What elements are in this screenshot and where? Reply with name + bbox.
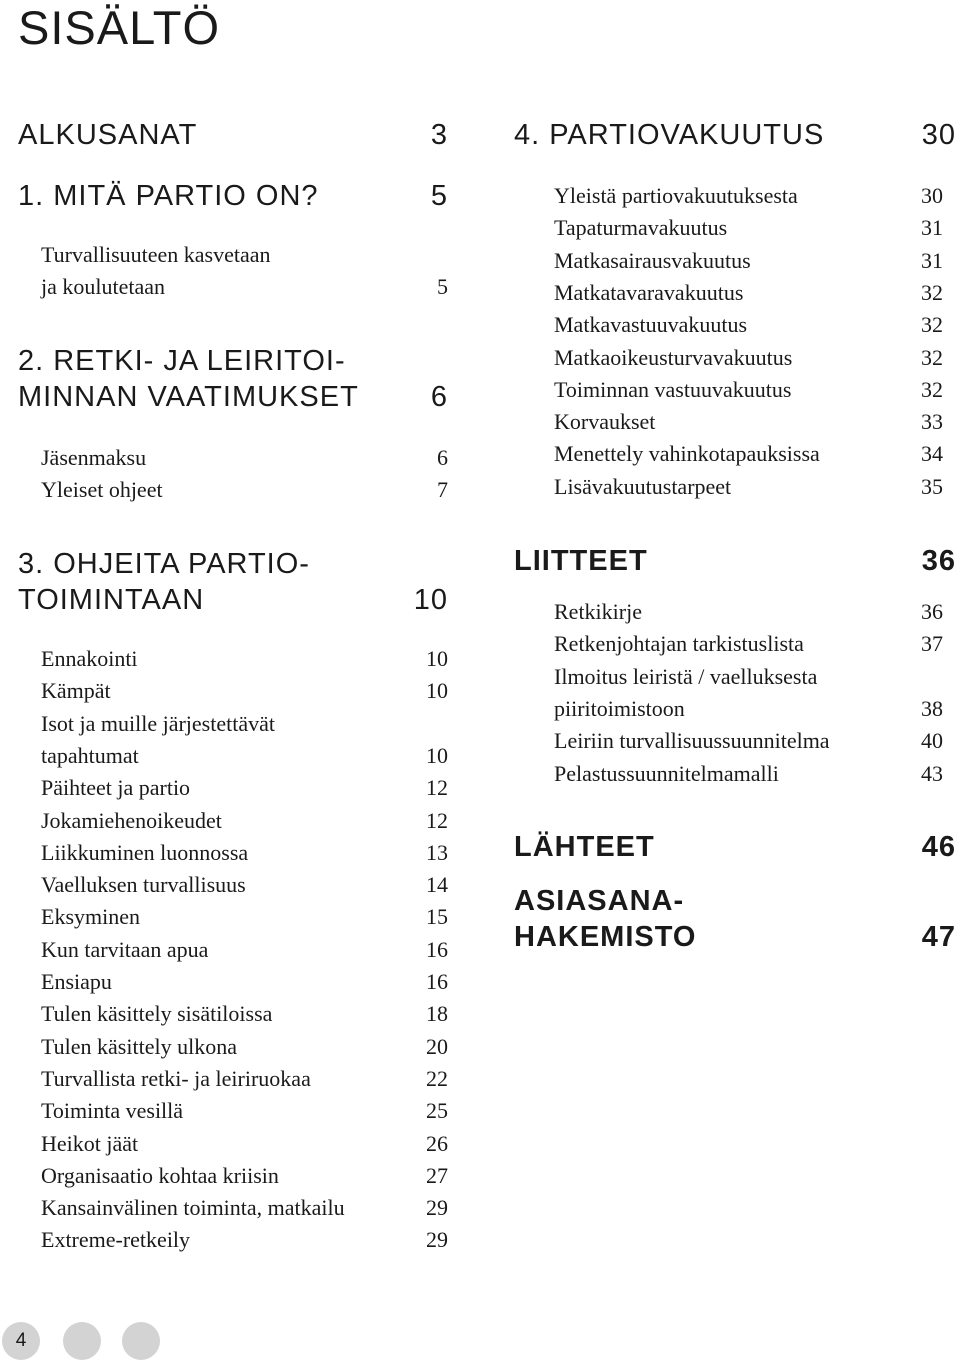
item-page: 12 bbox=[426, 775, 448, 801]
item-page: 32 bbox=[921, 312, 943, 338]
item-title: Matkasairausvakuutus bbox=[554, 247, 751, 273]
item-page: 43 bbox=[921, 760, 943, 786]
toc-item[interactable] bbox=[554, 374, 943, 406]
item-page: 7 bbox=[437, 477, 448, 502]
item-title: Yleistä partiovakuutuksesta bbox=[554, 183, 798, 208]
item-title: Matkaoikeusturvavakuutus bbox=[554, 344, 793, 370]
item-title: Matkavastuuvakuutus bbox=[554, 312, 748, 338]
toc-item[interactable] bbox=[554, 406, 943, 438]
item-page: 29 bbox=[426, 1227, 448, 1253]
item-page: 33 bbox=[921, 409, 943, 435]
toc-section-retki-ja-leiritoiminnan-vaatimukset[interactable] bbox=[18, 343, 448, 415]
section-page: 6 bbox=[430, 381, 448, 413]
item-title: Vaelluksen turvallisuus bbox=[41, 872, 246, 898]
toc-item[interactable] bbox=[41, 239, 448, 304]
toc-item[interactable] bbox=[554, 596, 943, 628]
item-title: Matkatavaravakuutus bbox=[554, 279, 744, 305]
item-title: Ennakointi bbox=[41, 646, 138, 671]
toc-item[interactable] bbox=[554, 309, 943, 341]
item-page: 22 bbox=[426, 1065, 448, 1091]
toc-item[interactable] bbox=[554, 725, 943, 757]
item-title: Kansainvälinen toiminta, matkailu bbox=[41, 1195, 345, 1221]
section-title: 3. OHJEITA PARTIO- TOIMINTAAN bbox=[18, 548, 310, 616]
item-title: Eksyminen bbox=[41, 904, 140, 930]
item-page: 6 bbox=[437, 445, 448, 470]
section-page: 36 bbox=[921, 545, 956, 577]
section-title: ASIASANA- HAKEMISTO bbox=[514, 885, 697, 953]
item-title: Heikot jäät bbox=[41, 1130, 139, 1156]
toc-item[interactable] bbox=[41, 643, 448, 675]
item-title: Kun tarvitaan apua bbox=[41, 936, 209, 962]
toc-item[interactable] bbox=[554, 661, 943, 726]
item-page: 31 bbox=[921, 215, 943, 241]
section-page: 46 bbox=[921, 831, 956, 863]
section-title: 1. MITÄ PARTIO ON? bbox=[18, 180, 319, 212]
toc-item[interactable] bbox=[41, 442, 448, 474]
item-page: 10 bbox=[426, 678, 448, 704]
toc-item[interactable] bbox=[554, 758, 943, 790]
toc-item[interactable] bbox=[41, 1224, 448, 1256]
item-page: 26 bbox=[426, 1130, 448, 1156]
section-page: 10 bbox=[413, 584, 448, 616]
section-page: 30 bbox=[921, 119, 956, 151]
item-title: Turvallista retki- ja leiriruokaa bbox=[41, 1065, 311, 1091]
section-page: 47 bbox=[921, 921, 956, 953]
item-page: 35 bbox=[921, 473, 943, 499]
page-number-badge bbox=[2, 1322, 40, 1360]
toc-section-partiovakuutus[interactable] bbox=[514, 117, 956, 153]
toc-section-mita-partio-on[interactable] bbox=[18, 178, 448, 214]
item-title: Menettely vahinkotapauksissa bbox=[554, 441, 820, 467]
section-title: LIITTEET bbox=[514, 545, 648, 577]
item-title: Päihteet ja partio bbox=[41, 775, 191, 801]
item-page: 13 bbox=[426, 839, 448, 865]
item-page: 15 bbox=[426, 904, 448, 930]
toc-item[interactable] bbox=[41, 837, 448, 869]
section-title: 4. PARTIOVAKUUTUS bbox=[514, 119, 825, 151]
item-title: Yleiset ohjeet bbox=[41, 477, 163, 502]
toc-item[interactable] bbox=[41, 1031, 448, 1063]
item-page: 37 bbox=[921, 631, 943, 657]
toc-item[interactable] bbox=[41, 1095, 448, 1127]
item-title: Tulen käsittely ulkona bbox=[41, 1033, 237, 1059]
toc-section-lahteet[interactable] bbox=[514, 829, 956, 865]
item-page: 16 bbox=[426, 969, 448, 994]
toc-item[interactable] bbox=[41, 708, 448, 773]
item-page: 34 bbox=[921, 441, 943, 467]
item-page: 32 bbox=[921, 279, 943, 305]
item-title: Tulen käsittely sisätiloissa bbox=[41, 1001, 273, 1027]
toc-item[interactable] bbox=[554, 628, 943, 660]
page-title: SISÄLTÖ bbox=[18, 1, 221, 54]
item-page: 27 bbox=[426, 1162, 448, 1188]
item-title: Kämpät bbox=[41, 678, 111, 704]
toc-item[interactable] bbox=[41, 869, 448, 901]
item-page: 10 bbox=[426, 742, 448, 768]
item-title: Lisävakuutustarpeet bbox=[554, 473, 732, 499]
toc-item[interactable] bbox=[41, 998, 448, 1030]
toc-item[interactable] bbox=[554, 180, 943, 212]
item-title: Retkikirje bbox=[554, 599, 642, 624]
item-page: 10 bbox=[426, 646, 448, 671]
item-title: Liikkuminen luonnossa bbox=[41, 839, 249, 865]
item-title: Toiminnan vastuuvakuutus bbox=[554, 376, 792, 402]
toc-section-asiasanahakemisto[interactable] bbox=[514, 883, 956, 955]
toc-item[interactable] bbox=[41, 805, 448, 837]
toc-item[interactable] bbox=[554, 277, 943, 309]
item-page: 40 bbox=[921, 728, 943, 754]
item-title: Jäsenmaksu bbox=[41, 445, 147, 470]
toc-item[interactable] bbox=[554, 438, 943, 470]
item-page: 32 bbox=[921, 344, 943, 370]
toc-item[interactable] bbox=[41, 772, 448, 804]
toc-item[interactable] bbox=[41, 1063, 448, 1095]
toc-section-alkusanat[interactable] bbox=[18, 117, 448, 153]
toc-item[interactable] bbox=[41, 474, 448, 506]
toc-item[interactable] bbox=[554, 471, 943, 503]
section-title: LÄHTEET bbox=[514, 831, 655, 863]
toc-section-ohjeita-partiotoimintaan[interactable] bbox=[18, 546, 448, 618]
item-page: 12 bbox=[426, 807, 448, 833]
decorative-circle bbox=[122, 1322, 160, 1360]
section-page: 5 bbox=[430, 180, 448, 212]
item-page: 20 bbox=[426, 1033, 448, 1059]
toc-item[interactable] bbox=[554, 342, 943, 374]
item-page: 16 bbox=[426, 936, 448, 962]
item-page: 38 bbox=[921, 695, 943, 721]
item-title: Toiminta vesillä bbox=[41, 1098, 184, 1124]
section-title: ALKUSANAT bbox=[18, 119, 198, 151]
toc-item[interactable] bbox=[41, 901, 448, 933]
item-title: Extreme-retkeily bbox=[41, 1227, 191, 1253]
toc-section-liitteet[interactable] bbox=[514, 543, 956, 579]
item-page: 5 bbox=[437, 274, 448, 300]
item-page: 29 bbox=[426, 1195, 448, 1221]
item-page: 36 bbox=[921, 599, 943, 624]
item-title: Ensiapu bbox=[41, 969, 112, 994]
decorative-circle bbox=[63, 1322, 101, 1360]
item-page: 30 bbox=[921, 183, 943, 208]
toc-item[interactable] bbox=[41, 966, 448, 998]
item-page: 18 bbox=[426, 1001, 448, 1027]
item-title: Leiriin turvallisuussuunnitelma bbox=[554, 728, 830, 754]
item-title: Ilmoitus leiristä / vaelluksesta piiritoimistoon bbox=[554, 663, 818, 721]
toc-item[interactable] bbox=[554, 212, 943, 244]
toc-item[interactable] bbox=[554, 245, 943, 277]
toc-item[interactable] bbox=[41, 1192, 448, 1224]
item-title: Organisaatio kohtaa kriisin bbox=[41, 1162, 279, 1188]
toc-item[interactable] bbox=[41, 675, 448, 707]
item-page: 14 bbox=[426, 872, 448, 898]
section-title: 2. RETKI- JA LEIRITOI- MINNAN VAATIMUKSET bbox=[18, 345, 359, 413]
item-page: 31 bbox=[921, 247, 943, 273]
item-title: Korvaukset bbox=[554, 409, 656, 435]
page-number: 4 bbox=[15, 1330, 27, 1351]
toc-item[interactable] bbox=[41, 1128, 448, 1160]
item-title: Turvallisuuteen kasvetaan ja koulutetaan bbox=[41, 242, 271, 300]
item-title: Isot ja muille järjestettävät tapahtumat bbox=[41, 710, 275, 768]
item-title: Jokamiehenoikeudet bbox=[41, 807, 222, 833]
toc-item[interactable] bbox=[41, 1160, 448, 1192]
item-title: Tapaturmavakuutus bbox=[554, 215, 728, 241]
section-page: 3 bbox=[430, 119, 448, 151]
item-page: 32 bbox=[921, 376, 943, 402]
item-title: Retkenjohtajan tarkistuslista bbox=[554, 631, 804, 657]
item-page: 25 bbox=[426, 1098, 448, 1124]
item-title: Pelastussuunnitelmamalli bbox=[554, 760, 779, 786]
toc-item[interactable] bbox=[41, 934, 448, 966]
